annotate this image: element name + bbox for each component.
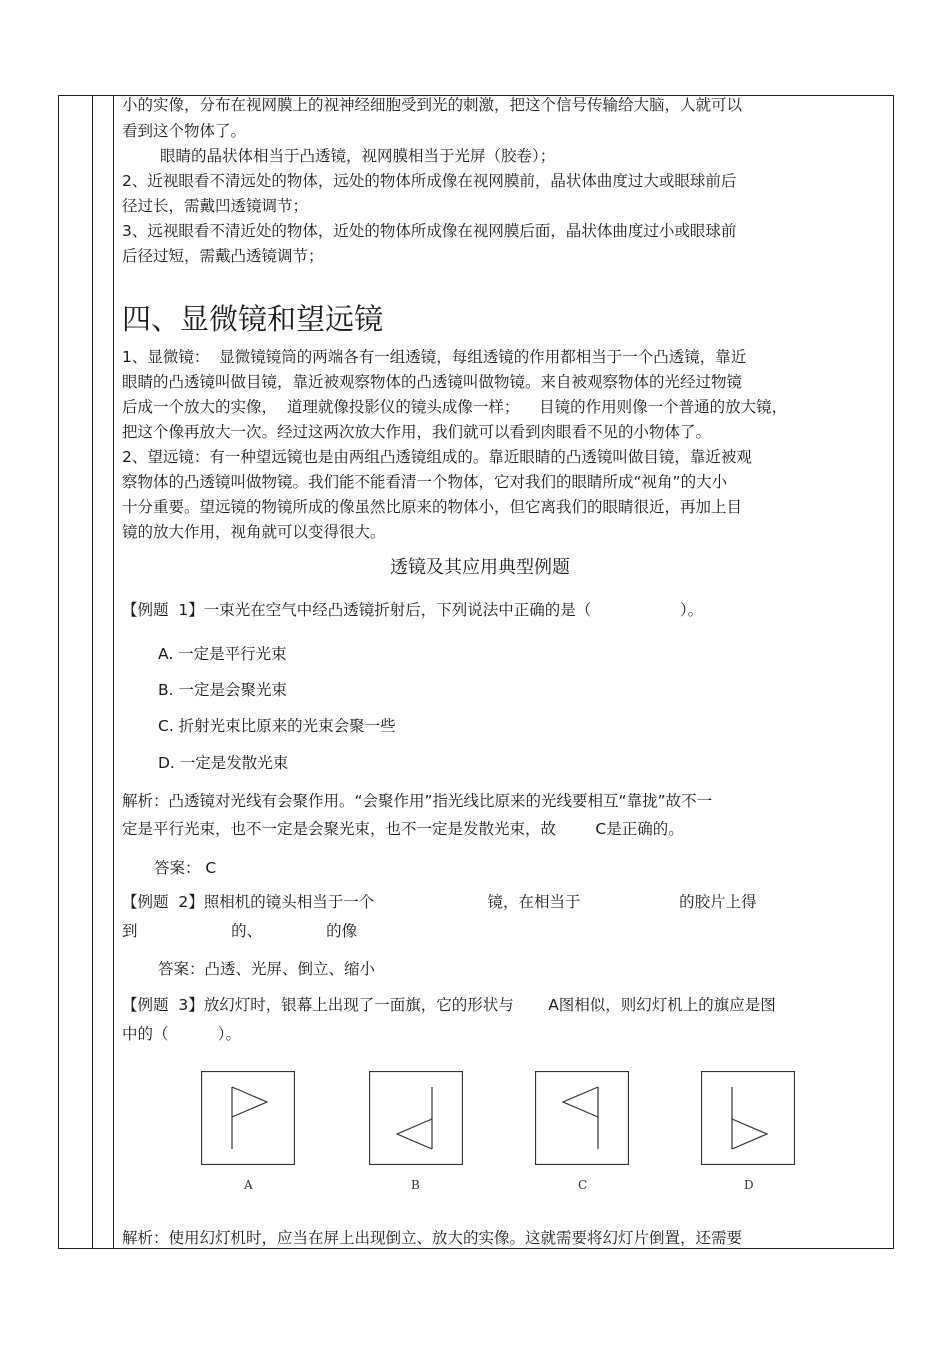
example1-option-a: A. 一定是平行光束 <box>158 645 287 663</box>
section-heading: 四、显微镜和望远镜 <box>122 302 384 336</box>
text-line: 眼睛的晶状体相当于凸透镜，视网膜相当于光屏（胶卷）； <box>160 147 556 165</box>
flag-figure-d <box>701 1071 795 1165</box>
example1-option-b: B. 一定是会聚光束 <box>158 681 287 699</box>
example1-answer: 答案： C <box>154 859 217 877</box>
flag-figure-a <box>201 1071 295 1165</box>
text-line: 后成一个放大的实像， 道理就像投影仪的镜头成像一样； 目镜的作用则像一个普通的放大镜， <box>122 398 788 416</box>
text-line: 察物体的凸透镜叫做物镜。我们能不能看清一个物体，它对我们的眼睛所成“视角”的大小 <box>122 473 728 491</box>
figure-label-c: C <box>578 1178 588 1192</box>
text-line: 小的实像，分布在视网膜上的视神经细胞受到光的刺激，把这个信号传输给大脑，人就可以 <box>122 96 743 114</box>
table-column-divider <box>113 95 114 1249</box>
example3-question: 中的（ ）。 <box>122 1025 242 1043</box>
example2-question: 【例题 2】照相机的镜头相当于一个 镜，在相当于 的胶片上得 <box>122 893 757 911</box>
example3-analysis: 解析：使用幻灯机时，应当在屏上出现倒立、放大的实像。这就需要将幻灯片倒置，还需要 <box>122 1229 743 1247</box>
example1-analysis: 定是平行光束，也不一定是会聚光束，也不一定是发散光束，故 C是正确的。 <box>122 820 684 838</box>
text-line: 看到这个物体了。 <box>122 122 247 140</box>
figure-label-a: A <box>244 1178 253 1192</box>
figure-label-d: D <box>744 1178 754 1192</box>
example1-analysis: 解析：凸透镜对光线有会聚作用。“会聚作用”指光线比原来的光线要相互“靠拢”故不一 <box>122 792 713 810</box>
flag-figure-c <box>535 1071 629 1165</box>
example2-question: 到 的、 的像 <box>122 922 358 940</box>
flag-figure-b <box>369 1071 463 1165</box>
text-line: 后径过短，需戴凸透镜调节； <box>122 247 324 265</box>
figure-label-b: B <box>411 1178 420 1192</box>
example1-question: 【例题 1】一束光在空气中经凸透镜折射后，下列说法中正确的是（ ）。 <box>122 601 704 619</box>
example2-answer: 答案：凸透、光屏、倒立、缩小 <box>158 960 376 978</box>
example1-option-c: C. 折射光束比原来的光束会聚一些 <box>158 717 396 735</box>
example3-question: 【例题 3】放幻灯时，银幕上出现了一面旗，它的形状与 A图相似，则幻灯机上的旗应是图 <box>122 996 776 1014</box>
text-line: 1、显微镜： 显微镜镜筒的两端各有一组透镜，每组透镜的作用都相当于一个凸透镜，靠近 <box>122 348 747 366</box>
text-line: 3、远视眼看不清近处的物体，近处的物体所成像在视网膜后面，晶状体曲度过小或眼球前 <box>122 222 737 240</box>
text-line: 镜的放大作用，视角就可以变得很大。 <box>122 523 386 541</box>
table-column-divider <box>92 95 93 1249</box>
text-line: 2、望远镜：有一种望远镜也是由两组凸透镜组成的。靠近眼睛的凸透镜叫做目镜，靠近被观 <box>122 448 752 466</box>
example1-option-d: D. 一定是发散光束 <box>158 754 289 772</box>
text-line: 眼睛的凸透镜叫做目镜，靠近被观察物体的凸透镜叫做物镜。来自被观察物体的光经过物镜 <box>122 373 743 391</box>
text-line: 2、近视眼看不清远处的物体，远处的物体所成像在视网膜前，晶状体曲度过大或眼球前后 <box>122 172 737 190</box>
text-line: 十分重要。望远镜的物镜所成的像虽然比原来的物体小，但它离我们的眼睛很近，再加上目 <box>122 498 743 516</box>
examples-title: 透镜及其应用典型例题 <box>390 557 570 578</box>
text-line: 把这个像再放大一次。经过这两次放大作用，我们就可以看到肉眼看不见的小物体了。 <box>122 423 712 441</box>
text-line: 径过长，需戴凹透镜调节； <box>122 197 309 215</box>
